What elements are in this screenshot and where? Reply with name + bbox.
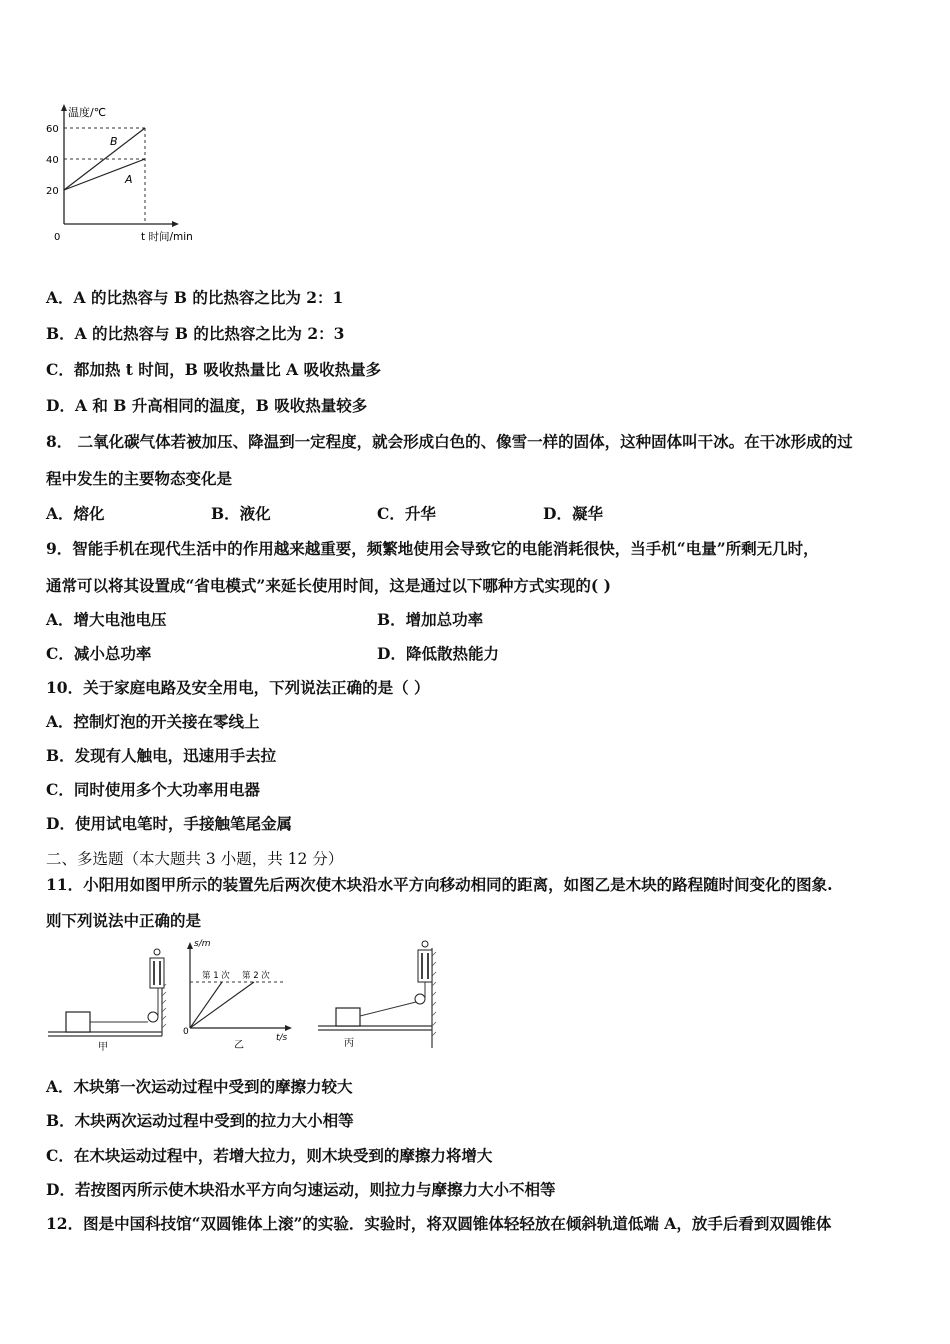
q8-option-b: B．液化 (211, 504, 271, 523)
jia-block (66, 1012, 90, 1032)
q7-option-d: D．A 和 B 升高相同的温度，B 吸收热量较多 (46, 396, 368, 415)
q8-option-c: C．升华 (377, 504, 436, 523)
q9-stem-line1: 9．智能手机在现代生活中的作用越来越重要，频繁地使用会导致它的电能消耗很快，当手机“电量”所剩无几时， (46, 539, 819, 558)
yi-x-label: t/s (276, 1033, 288, 1043)
q11-option-c: C．在木块运动过程中，若增大拉力，则木块受到的摩擦力将增大 (46, 1146, 493, 1165)
q7-option-b: B．A 的比热容与 B 的比热容之比为 2：3 (46, 324, 345, 343)
q9-option-a: A．增大电池电压 (46, 610, 167, 629)
yi-y-label: s/m (194, 939, 211, 949)
graph-y-arrow (61, 104, 67, 111)
q7-option-a: A．A 的比热容与 B 的比热容之比为 2：1 (46, 288, 344, 307)
graph-origin: 0 (54, 232, 61, 243)
yi-line-first (190, 982, 222, 1028)
q9-stem-line2: 通常可以将其设置成“省电模式”来延长使用时间，这是通过以下哪种方式实现的( ) (46, 576, 611, 595)
q8-stem-line2: 程中发生的主要物态变化是 (46, 469, 233, 488)
tick-40: 40 (46, 155, 59, 166)
q10-option-a: A．控制灯泡的开关接在零线上 (46, 712, 260, 731)
q11-option-d: D．若按图丙所示使木块沿水平方向匀速运动，则拉力与摩擦力大小不相等 (46, 1180, 556, 1199)
bing-label: 丙 (344, 1038, 354, 1049)
q11-stem-line2: 则下列说法中正确的是 (46, 911, 202, 930)
section-title: 二、多选题（本大题共 3 小题，共 12 分） (46, 850, 344, 868)
q10-option-c: C．同时使用多个大功率用电器 (46, 780, 260, 799)
q11-stem-line1: 11．小阳用如图甲所示的装置先后两次使木块沿水平方向移动相同的距离，如图乙是木块的路程随时间变化的图象. (46, 875, 833, 894)
q11-option-b: B．木块两次运动过程中受到的拉力大小相等 (46, 1111, 354, 1130)
yi-line-second (190, 982, 254, 1028)
figure-jia (48, 949, 166, 1053)
jia-label: 甲 (98, 1042, 108, 1053)
yi-second-label: 第 2 次 (242, 971, 270, 981)
yi-label: 乙 (234, 1040, 244, 1051)
q9-option-b: B．增加总功率 (377, 610, 484, 629)
graph-x-label: t 时间/min (141, 231, 193, 243)
q11-option-a: A．木块第一次运动过程中受到的摩擦力较大 (46, 1077, 353, 1096)
figure-yi (183, 939, 292, 1051)
graph-y-label: 温度/℃ (68, 106, 107, 119)
jia-spring-scale (150, 958, 164, 988)
q8-stem-line1: 8． 二氧化碳气体若被加压、降温到一定程度，就会形成白色的、像雪一样的固体，这种固体叫干冰。在干冰形成的过 (46, 432, 853, 451)
q8-option-d: D．凝华 (543, 504, 603, 523)
line-a (64, 159, 145, 190)
tick-20: 20 (46, 186, 59, 197)
jia-pulley (148, 1012, 158, 1022)
q8-option-a: A．熔化 (46, 504, 105, 523)
graph-b-label: B (110, 135, 118, 148)
graph-a-label: A (125, 173, 133, 186)
q12-stem-line1: 12．图是中国科技馆“双圆锥体上滚”的实验．实验时，将双圆锥体轻轻放在倾斜轨道低端 A，放手后看到双圆锥体 (46, 1214, 832, 1233)
figure-bing (318, 941, 436, 1049)
q9-option-c: C．减小总功率 (46, 644, 152, 663)
bing-block (336, 1008, 360, 1026)
bing-pulley (415, 994, 425, 1004)
q7-option-c: C．都加热 t 时间，B 吸收热量比 A 吸收热量多 (46, 360, 382, 379)
graph-x-arrow (172, 221, 179, 227)
q9-option-d: D．降低散热能力 (377, 644, 499, 663)
yi-origin: 0 (183, 1027, 189, 1037)
temperature-time-graph (40, 100, 220, 250)
q10-stem: 10．关于家庭电路及安全用电，下列说法正确的是（ ） (46, 678, 430, 697)
tick-60: 60 (46, 124, 59, 135)
q11-figure (44, 936, 444, 1054)
q10-option-d: D．使用试电笔时，手接触笔尾金属 (46, 814, 292, 833)
yi-first-label: 第 1 次 (202, 971, 230, 981)
q10-option-b: B．发现有人触电，迅速用手去拉 (46, 746, 277, 765)
bing-spring-scale (418, 950, 432, 982)
